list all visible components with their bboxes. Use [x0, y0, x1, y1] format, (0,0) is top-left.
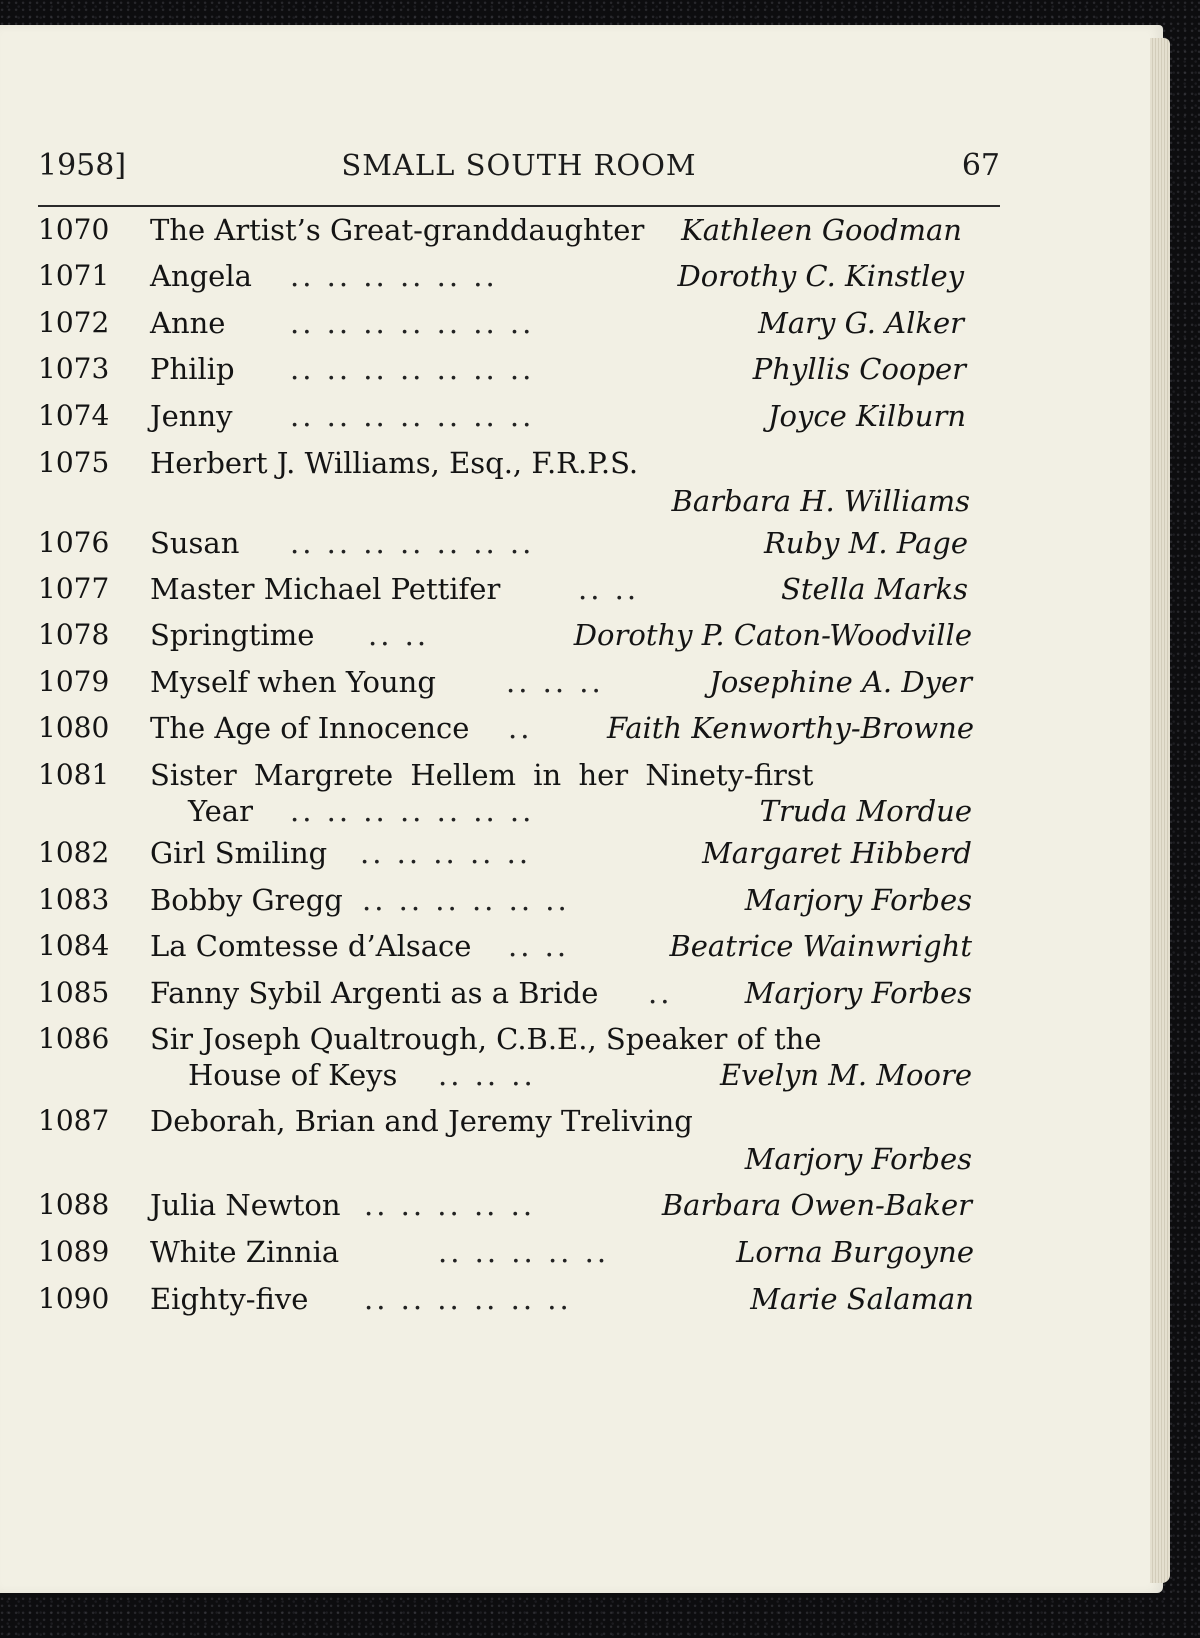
entry-title: Deborah, Brian and Jeremy Treliving	[150, 1104, 693, 1138]
entry-title: La Comtesse d’Alsace	[150, 929, 472, 963]
running-header	[38, 148, 1000, 188]
entry-artist: Mary G. Alker	[758, 306, 964, 340]
entry-number: 1084	[38, 929, 110, 962]
entry-number: 1080	[38, 711, 110, 744]
entry-title: Springtime	[150, 618, 315, 652]
entry-number: 1089	[38, 1235, 110, 1268]
entry-number: 1081	[38, 758, 110, 791]
entry-number: 1070	[38, 213, 110, 246]
entry-title: Susan	[150, 526, 240, 560]
entry-number: 1077	[38, 572, 110, 605]
entry-number: 1078	[38, 618, 110, 651]
entry-artist: Margaret Hibberd	[702, 836, 972, 870]
entry-title-continued: Year	[188, 794, 253, 828]
header-year: 1958]	[38, 148, 127, 183]
entry-title: Angela	[150, 259, 252, 293]
entry-title: Master Michael Pettifer	[150, 572, 501, 606]
entry-title: Philip	[150, 352, 235, 386]
dot-leader: ..	[508, 711, 533, 745]
entry-artist: Dorothy C. Kinstley	[677, 259, 964, 293]
dot-leader: .. .. .. .. .. ..	[362, 883, 570, 917]
dot-leader: .. .. .. .. .. .. ..	[290, 794, 535, 828]
entry-title-continued: House of Keys	[188, 1058, 398, 1092]
entry-artist: Dorothy P. Caton-Woodville	[573, 618, 972, 652]
entry-artist: Faith Kenworthy-Browne	[607, 711, 974, 745]
entry-title: The Artist’s Great-granddaughter	[150, 213, 645, 247]
entry-title: The Age of Innocence	[150, 711, 470, 745]
entry-artist: Marjory Forbes	[744, 976, 972, 1010]
dot-leader: .. .. .. .. .. .. ..	[290, 306, 535, 340]
entry-number: 1071	[38, 259, 110, 292]
entry-number: 1083	[38, 883, 110, 916]
entry-artist: Beatrice Wainwright	[669, 929, 972, 963]
page-number: 67	[961, 148, 1000, 183]
entry-artist: Truda Mordue	[759, 794, 972, 828]
entry-artist: Lorna Burgoyne	[736, 1235, 974, 1269]
header-title: SMALL SOUTH ROOM	[341, 148, 697, 182]
entry-artist: Evelyn M. Moore	[719, 1058, 972, 1092]
entry-title: Jenny	[150, 399, 233, 433]
entry-artist: Barbara Owen-Baker	[661, 1188, 972, 1222]
entry-number: 1074	[38, 399, 110, 432]
entry-title: Eighty-five	[150, 1282, 309, 1316]
dot-leader: .. .. .. .. .. .. ..	[290, 352, 535, 386]
entry-number: 1076	[38, 526, 110, 559]
dot-leader: .. .. .. .. ..	[438, 1235, 610, 1269]
entry-number: 1079	[38, 665, 110, 698]
entry-title: Bobby Gregg	[150, 883, 343, 917]
dot-leader: .. .. .. .. .. ..	[364, 1282, 572, 1316]
entry-title: Sister Margrete Hellem in her Ninety-first	[150, 758, 814, 792]
entry-title: Herbert J. Williams, Esq., F.R.P.S.	[150, 446, 639, 480]
entry-artist: Ruby M. Page	[763, 526, 968, 560]
entry-artist: Marjory Forbes	[744, 1142, 972, 1176]
dot-leader: .. ..	[578, 572, 640, 606]
entry-number: 1075	[38, 446, 110, 479]
entry-number: 1073	[38, 352, 110, 385]
entry-number: 1082	[38, 836, 110, 869]
entry-artist: Stella Marks	[780, 572, 968, 606]
dot-leader: .. ..	[368, 618, 430, 652]
entry-number: 1086	[38, 1022, 110, 1055]
header-rule	[38, 205, 1000, 207]
entry-title: Myself when Young	[150, 665, 436, 699]
entry-title: Fanny Sybil Argenti as a Bride	[150, 976, 599, 1010]
dot-leader: .. .. .. .. .. .. ..	[290, 526, 535, 560]
page-edges	[1150, 38, 1170, 1583]
entry-artist: Joyce Kilburn	[767, 399, 966, 433]
entry-artist: Marjory Forbes	[744, 883, 972, 917]
entry-artist: Kathleen Goodman	[681, 213, 962, 247]
dot-leader: .. .. ..	[506, 665, 604, 699]
entry-number: 1087	[38, 1104, 110, 1137]
entry-number: 1072	[38, 306, 110, 339]
dot-leader: .. .. .. .. ..	[364, 1188, 536, 1222]
entry-number: 1090	[38, 1282, 110, 1315]
dot-leader: .. .. .. .. .. .. ..	[290, 399, 535, 433]
entry-title: Anne	[150, 306, 226, 340]
entry-number: 1085	[38, 976, 110, 1009]
entry-title: White Zinnia	[150, 1235, 340, 1269]
entry-title: Sir Joseph Qualtrough, C.B.E., Speaker of the	[150, 1022, 822, 1056]
entry-artist: Phyllis Cooper	[752, 352, 966, 386]
entry-title: Girl Smiling	[150, 836, 328, 870]
entry-artist: Marie Salaman	[750, 1282, 974, 1316]
entry-title: Julia Newton	[150, 1188, 341, 1222]
dot-leader: .. .. .. .. .. ..	[290, 259, 498, 293]
dot-leader: .. .. .. .. ..	[360, 836, 532, 870]
entry-artist: Barbara H. Williams	[671, 484, 970, 518]
dot-leader: .. ..	[508, 929, 570, 963]
dot-leader: ..	[648, 976, 673, 1010]
dot-leader: .. .. ..	[438, 1058, 536, 1092]
entry-artist: Josephine A. Dyer	[709, 665, 972, 699]
entry-number: 1088	[38, 1188, 110, 1221]
